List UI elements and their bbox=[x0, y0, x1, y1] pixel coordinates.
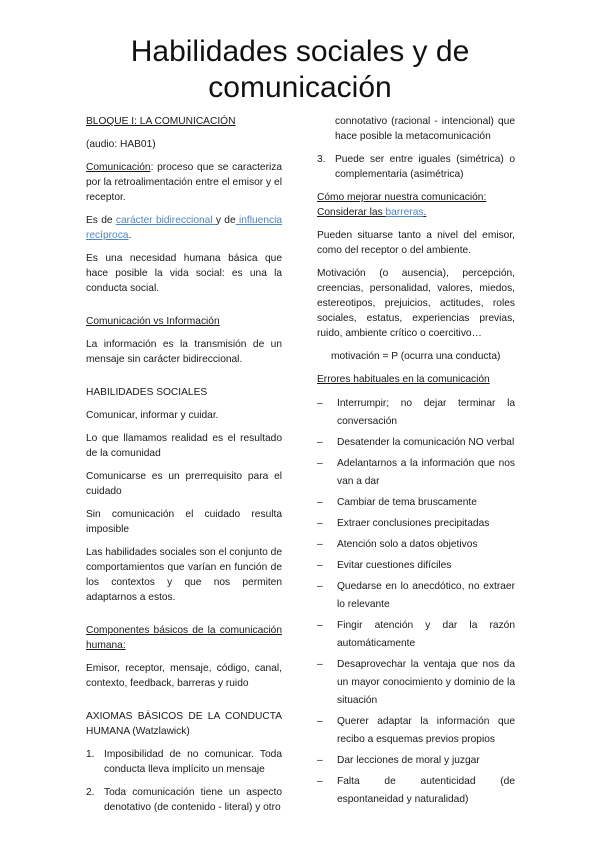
list-item: – Quedarse en lo anecdótico, no extraer lo relevante bbox=[317, 578, 515, 614]
y-de-text: y de bbox=[215, 215, 236, 226]
bloque-heading: BLOQUE I: LA COMUNICACIÓN bbox=[86, 116, 236, 127]
es-de-text: Es de bbox=[86, 215, 116, 226]
list-item: – Extraer conclusiones precipitadas bbox=[317, 515, 515, 533]
comvsinfo-heading: Comunicación vs Información bbox=[86, 316, 220, 327]
period-text: . bbox=[128, 230, 132, 241]
habilidades-heading: HABILIDADES SOCIALES bbox=[86, 387, 208, 398]
caracter-paragraph bbox=[86, 213, 282, 243]
audio-ref: (audio: HAB01) bbox=[86, 139, 156, 150]
comunicar-paragraph: Comunicar, informar y cuidar. bbox=[86, 410, 219, 421]
list-item: – Atención solo a datos objetivos bbox=[317, 536, 515, 554]
errores-list bbox=[317, 395, 515, 809]
realidad-paragraph: Lo que llamamos realidad es el resultado de la comunidad bbox=[86, 433, 282, 459]
motivacion-paragraph: Motivación (o ausencia), percepción, creencias, personalidad, valores, miedos, estereotipos, prejuicios, actitudes, roles sociales, estatus, experiencias previas, ruido, ambiente crítico o coercitivo… bbox=[317, 268, 515, 339]
comunicacion-label: Comunicación bbox=[86, 162, 151, 173]
page-title bbox=[0, 34, 600, 106]
axioma-2-continuation: connotativo (racional - intencional) que hace posible la metacomunicación bbox=[335, 116, 515, 142]
prerrequisito-paragraph: Comunicarse es un prerrequisito para el cuidado bbox=[86, 471, 282, 497]
right-column bbox=[317, 114, 515, 812]
left-column bbox=[86, 114, 282, 823]
considerar-line bbox=[317, 205, 515, 220]
sin-comunicacion-paragraph: Sin comunicación el cuidado resulta imposible bbox=[86, 509, 282, 535]
comunicacion-definition bbox=[86, 160, 282, 205]
list-item: – Adelantarnos a la información que nos van a dar bbox=[317, 455, 515, 491]
list-number: 3. bbox=[317, 154, 326, 165]
axiomas-heading: AXIOMAS BÁSICOS DE LA CONDUCTA HUMANA (Watzlawick) bbox=[86, 711, 282, 737]
list-item: – Desaprovechar la ventaja que nos da un mayor conocimiento y dominio de la situación bbox=[317, 656, 515, 710]
list-item bbox=[317, 152, 515, 182]
list-item: – Interrumpir; no dejar terminar la conversación bbox=[317, 395, 515, 431]
axiomas-list bbox=[86, 747, 282, 815]
list-item: – Desatender la comunicación NO verbal bbox=[317, 434, 515, 452]
situarse-paragraph: Pueden situarse tanto a nivel del emisor, como del receptor o del ambiente. bbox=[317, 230, 515, 256]
list-number: 1. bbox=[86, 749, 95, 760]
link-influencia-reciproca[interactable]: influencia recíproca bbox=[86, 215, 283, 241]
link-caracter-bidireccional[interactable]: carácter bidireccional bbox=[115, 215, 216, 226]
considerar-end: . bbox=[423, 207, 427, 218]
list-item: – Cambiar de tema bruscamente bbox=[317, 494, 515, 512]
list-item: – Evitar cuestiones difíciles bbox=[317, 557, 515, 575]
considerar-text: Considerar las bbox=[317, 207, 386, 218]
comunicacion-text: : proceso que se caracteriza por la retroalimentación entre el emisor y el receptor. bbox=[86, 162, 282, 203]
list-number: 2. bbox=[86, 787, 95, 798]
list-item bbox=[86, 747, 282, 777]
motivacion-formula: motivación = P (ocurra una conducta) bbox=[331, 351, 501, 362]
axiomas-list-cont bbox=[317, 152, 515, 182]
list-item: – Dar lecciones de moral y juzgar bbox=[317, 752, 515, 770]
errores-heading: Errores habituales en la comunicación bbox=[317, 374, 490, 385]
list-text: Puede ser entre iguales (simétrica) o complementaria (asimétrica) bbox=[335, 154, 515, 180]
list-text: Imposibilidad de no comunicar. Toda conducta lleva implícito un mensaje bbox=[104, 749, 282, 775]
title-line-2: comunicación bbox=[208, 71, 392, 104]
list-text: Toda comunicación tiene un aspecto denotativo (de contenido - literal) y otro bbox=[104, 787, 282, 813]
componentes-paragraph: Emisor, receptor, mensaje, código, canal, contexto, feedback, barreras y ruido bbox=[86, 663, 282, 689]
title-line-1: Habilidades sociales y de bbox=[130, 35, 470, 68]
informacion-paragraph: La información es la transmisión de un mensaje sin carácter bidireccional. bbox=[86, 339, 282, 365]
list-item bbox=[86, 785, 282, 815]
componentes-heading: Componentes básicos de la comunicación humana: bbox=[86, 625, 282, 651]
list-item: – Fingir atención y dar la razón automáticamente bbox=[317, 617, 515, 653]
habilidades-definition: Las habilidades sociales son el conjunto de comportamientos que varían en función de los contextos y que nos permiten adaptarnos a estos. bbox=[86, 547, 282, 603]
link-barreras[interactable]: barreras bbox=[385, 207, 424, 218]
list-item: – Falta de autenticidad (de espontaneidad y naturalidad) bbox=[317, 773, 515, 809]
list-item: – Querer adaptar la información que recibo a esquemas previos propios bbox=[317, 713, 515, 749]
mejorar-heading: Cómo mejorar nuestra comunicación: bbox=[317, 192, 487, 203]
necesidad-paragraph: Es una necesidad humana básica que hace posible la vida social: es una la conducta social. bbox=[86, 253, 282, 294]
